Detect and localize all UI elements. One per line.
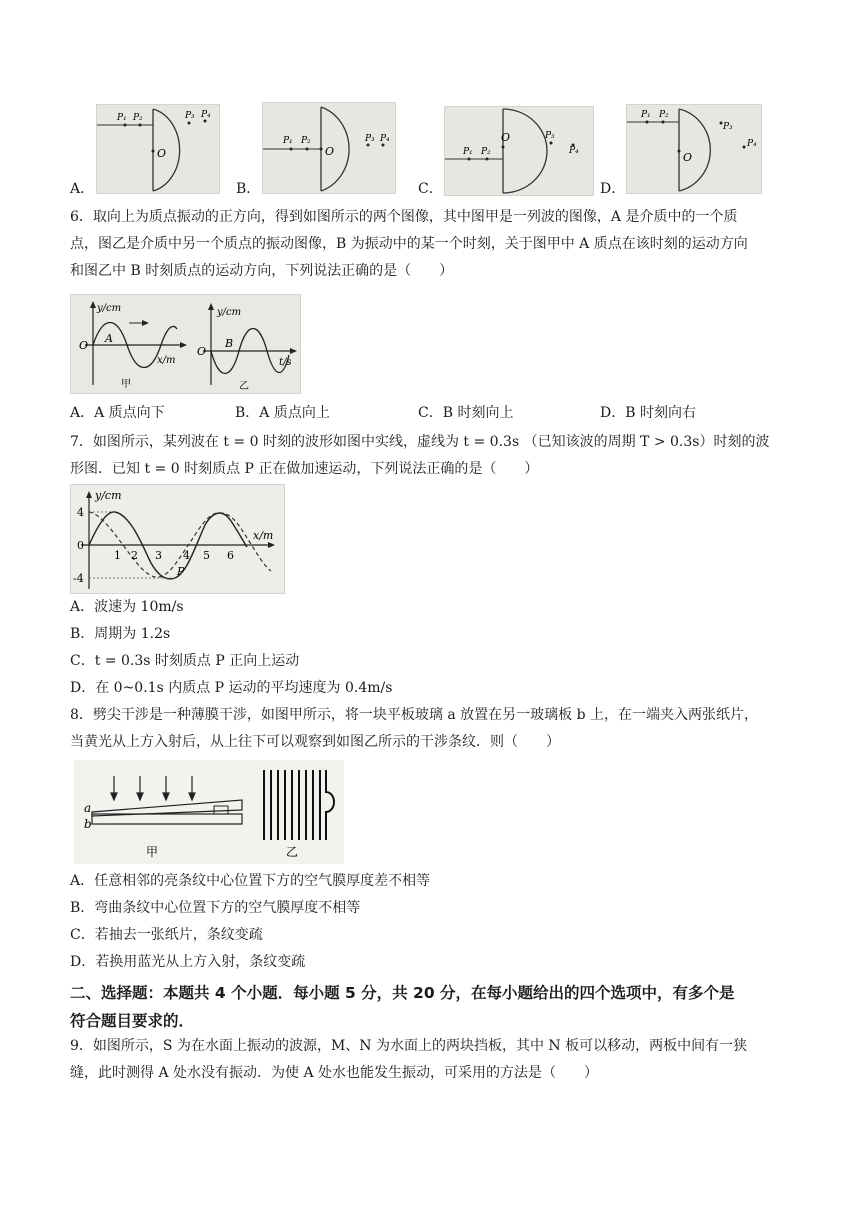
q5-figure-a: [96, 104, 220, 194]
q8-option-b[interactable]: B．弯曲条纹中心位置下方的空气膜厚度不相等: [70, 900, 361, 916]
yi-point-b: B: [225, 337, 234, 350]
q6-option-c[interactable]: C．B 时刻向上: [418, 405, 514, 421]
q6-line-1: 6．取向上为质点振动的正方向，得到如图所示的两个图像，其中图甲是一列波的图像，A 是介质中的一个质: [70, 209, 738, 225]
q6-line-3: 和图乙中 B 时刻质点的运动方向，下列说法正确的是（ ）: [70, 263, 454, 279]
q5-figure-b: [262, 102, 396, 194]
q8-option-a[interactable]: A．任意相邻的亮条纹中心位置下方的空气膜厚度差不相等: [70, 873, 431, 889]
q6-line-2: 点，图乙是介质中另一个质点的振动图像，B 为振动中的某一个时刻，关于图甲中 A 质点在该时刻的运动方向: [70, 236, 748, 252]
q9-line-2: 缝，此时测得 A 处水没有振动．为使 A 处水也能发生振动，可采用的方法是（ ）: [70, 1065, 599, 1081]
q5-option-c-label[interactable]: C．: [418, 181, 443, 197]
q8-option-d[interactable]: D．若换用蓝光从上方入射，条纹变疏: [70, 954, 306, 970]
q7-option-b[interactable]: B．周期为 1.2s: [70, 626, 171, 642]
section-2-line-1: 二、选择题：本题共 4 个小题．每小题 5 分，共 20 分，在每小题给出的四个选项中，有多个是: [70, 984, 735, 1002]
q8-caption-yi: 乙: [286, 845, 299, 859]
q7-point-p: P: [177, 565, 185, 578]
jia-ylabel: y/cm: [97, 303, 122, 314]
q7-options: [70, 594, 800, 702]
q8-label-a: a: [84, 801, 92, 815]
yi-xlabel: t/s: [279, 357, 292, 368]
q7-xtick-2: 2: [131, 549, 138, 562]
q7-ytick-0: 0: [77, 539, 84, 552]
q7-ytick-neg4: -4: [73, 572, 84, 585]
q7-option-d[interactable]: D．在 0~0.1s 内质点 P 运动的平均速度为 0.4m/s: [70, 680, 393, 696]
q8-options: [70, 868, 800, 976]
svg-text:O: O: [325, 145, 335, 158]
q7-ylabel: y/cm: [95, 489, 122, 502]
q7-xtick-1: 1: [114, 549, 121, 562]
svg-text:P₃: P₃: [545, 131, 555, 141]
q6-figure: [70, 294, 301, 394]
svg-text:P₂: P₂: [659, 110, 669, 120]
q6-option-d[interactable]: D．B 时刻向右: [600, 405, 696, 421]
q5-option-d-label[interactable]: D．: [600, 181, 626, 197]
jia-point-a: A: [105, 332, 113, 345]
q6-option-b[interactable]: B．A 质点向上: [235, 405, 330, 421]
q9-stem: [70, 1033, 800, 1087]
yi-origin: O: [197, 345, 207, 358]
q5-figure-d: [626, 104, 762, 194]
section-2-heading: [70, 979, 810, 1035]
q8-line-2: 当黄光从上方入射后，从上往下可以观察到如图乙所示的干涉条纹．则（ ）: [70, 734, 560, 750]
q6-stem: [70, 204, 800, 285]
svg-text:O: O: [683, 151, 693, 164]
q9-line-1: 9．如图所示，S 为在水面上振动的波源，M、N 为水面上的两块挡板，其中 N 板可以移动，两板中间有一狭: [70, 1038, 748, 1054]
q5-option-b-label[interactable]: B．: [236, 181, 261, 197]
q7-line-2: 形图．已知 t = 0 时刻质点 P 正在做加速运动，下列说法正确的是（ ）: [70, 461, 539, 477]
q7-option-a[interactable]: A．波速为 10m/s: [70, 599, 184, 615]
svg-text:P₃: P₃: [365, 134, 375, 144]
q6-option-a[interactable]: A．A 质点向下: [70, 405, 165, 421]
q7-option-c[interactable]: C．t = 0.3s 时刻质点 P 正向上运动: [70, 653, 300, 669]
q7-figure: [70, 484, 285, 594]
q5-figure-c: [444, 106, 594, 196]
svg-text:P₄: P₄: [747, 139, 757, 149]
yi-ylabel: y/cm: [217, 307, 242, 318]
o-label: O: [157, 147, 167, 160]
q7-xtick-5: 5: [203, 549, 210, 562]
yi-caption: 乙: [239, 381, 249, 392]
svg-text:P₂: P₂: [481, 147, 491, 157]
jia-xlabel: x/m: [157, 355, 176, 366]
q8-line-1: 8．劈尖干涉是一种薄膜干涉，如图甲所示，将一块平板玻璃 a 放置在另一玻璃板 b 上，在一端夹入两张纸片，: [70, 707, 759, 723]
q7-xtick-6: 6: [227, 549, 234, 562]
q7-xtick-3: 3: [155, 549, 162, 562]
q8-caption-jia: 甲: [146, 845, 159, 859]
section-2-line-2: 符合题目要求的．: [70, 1012, 195, 1030]
q7-stem: [70, 429, 800, 483]
svg-text:P₁: P₁: [463, 147, 473, 157]
p2-label: P₂: [133, 113, 143, 123]
svg-text:P₂: P₂: [301, 136, 311, 146]
q7-ytick-4: 4: [77, 506, 84, 519]
p3-label: P₃: [185, 111, 195, 121]
jia-origin: O: [79, 339, 89, 352]
svg-text:O: O: [501, 131, 511, 144]
q8-stem: [70, 702, 800, 756]
svg-text:P₃: P₃: [723, 122, 733, 132]
q8-figure: [74, 760, 344, 864]
p4-label: P₄: [201, 110, 211, 120]
svg-text:P₄: P₄: [380, 134, 390, 144]
svg-text:P₁: P₁: [283, 136, 293, 146]
q7-xlabel: x/m: [253, 529, 274, 542]
p1-label: P₁: [117, 113, 127, 123]
svg-text:P₄: P₄: [569, 146, 579, 156]
jia-caption: 甲: [121, 379, 131, 390]
q7-line-1: 7．如图所示，某列波在 t = 0 时刻的波形如图中实线，虚线为 t = 0.3s （已知该波的周期 T > 0.3s）时刻的波: [70, 434, 770, 450]
q6-options: [70, 400, 800, 427]
q8-label-b: b: [84, 817, 92, 831]
svg-text:P₁: P₁: [641, 110, 651, 120]
q5-option-a-label[interactable]: A．: [70, 181, 95, 197]
q7-xtick-4: 4: [183, 549, 190, 562]
q8-option-c[interactable]: C．若抽去一张纸片，条纹变疏: [70, 927, 263, 943]
